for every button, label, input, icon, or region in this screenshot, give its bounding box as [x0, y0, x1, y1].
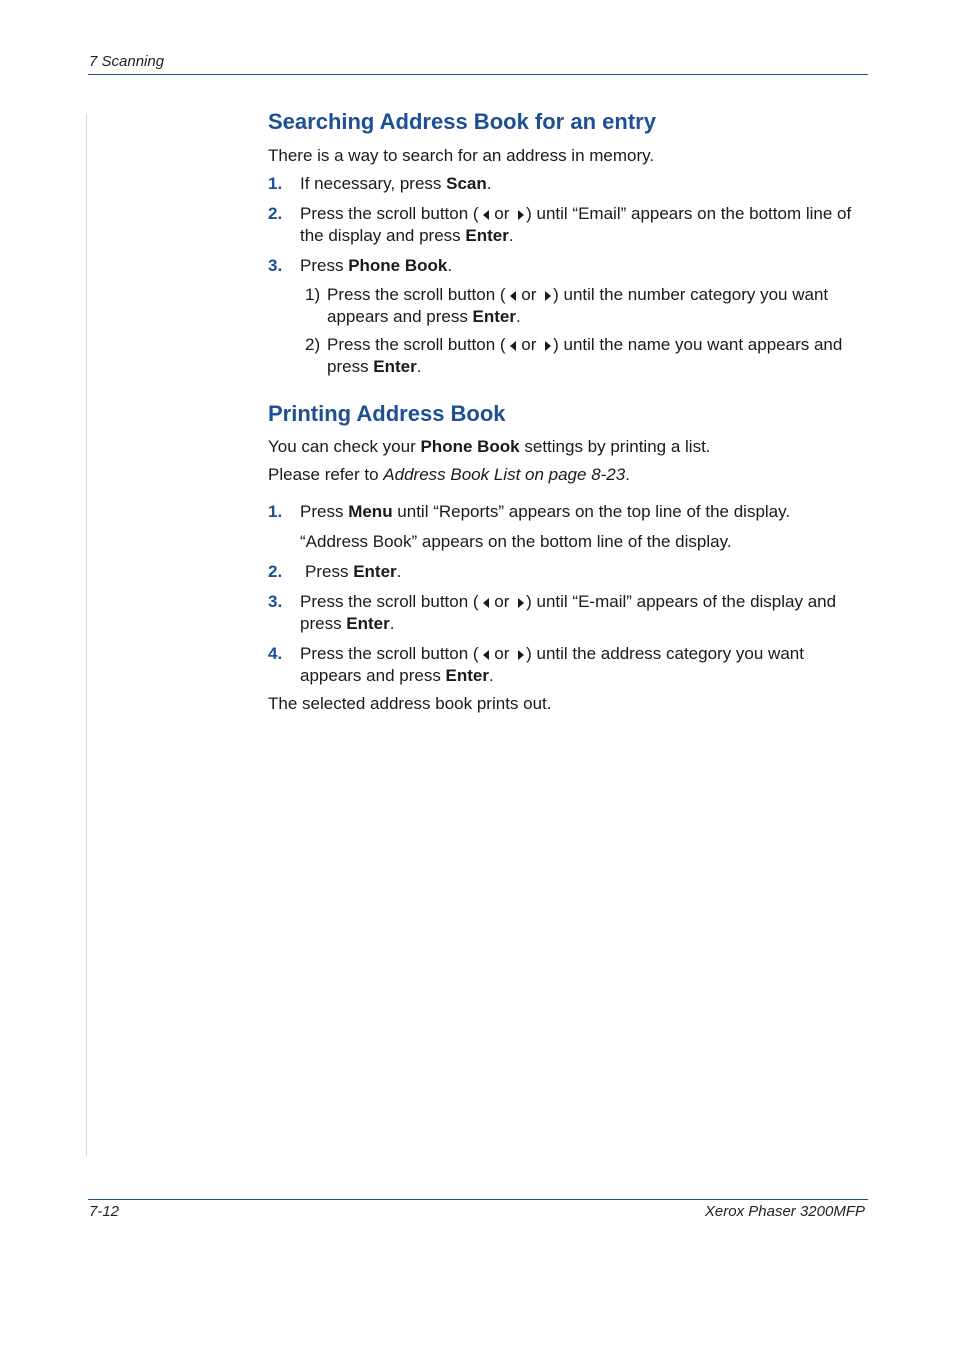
running-header: 7 Scanning: [89, 53, 165, 70]
step-number: 1.: [268, 502, 283, 521]
substep-number: 1): [305, 285, 321, 304]
margin-line: [86, 113, 87, 1156]
scroll-left-icon: [483, 598, 489, 608]
search-step-3: Press Phone Book.: [300, 256, 453, 275]
scroll-right-icon: [545, 291, 551, 301]
search-intro: There is a way to search for an address in memory.: [268, 146, 655, 165]
product-name: Xerox Phaser 3200MFP: [704, 1203, 865, 1220]
scroll-left-icon: [483, 210, 489, 220]
step-number: 3.: [268, 256, 283, 275]
step-number: 2.: [268, 204, 283, 223]
section-title-search: Searching Address Book for an entry: [268, 109, 656, 134]
scroll-right-icon: [545, 341, 551, 351]
scroll-left-icon: [483, 650, 489, 660]
step-number: 4.: [268, 644, 283, 663]
step-number: 2.: [268, 562, 283, 581]
scroll-left-icon: [510, 291, 516, 301]
search-step-2: Press the scroll button ( or ) until “Email” appears on the bottom line of the display and press Enter.: [300, 204, 852, 245]
scroll-right-icon: [518, 650, 524, 660]
print-intro-1: You can check your Phone Book settings by printing a list.: [268, 437, 711, 456]
print-intro-2: Please refer to Address Book List on page 8-23.: [268, 465, 630, 484]
header-rule: [88, 74, 868, 75]
search-substep-1: Press the scroll button ( or ) until the number category you want appears and press Enter.: [327, 285, 829, 326]
print-step-2: Press Enter.: [305, 562, 402, 581]
print-step-3: Press the scroll button ( or ) until “E-mail” appears of the display and press Enter.: [300, 592, 837, 633]
print-step-4: Press the scroll button ( or ) until the address category you want appears and press Enter.: [300, 644, 804, 685]
print-step-1-note: “Address Book” appears on the bottom line of the display.: [300, 532, 732, 551]
section-title-print: Printing Address Book: [268, 401, 506, 426]
page-number: 7-12: [89, 1203, 120, 1220]
print-step-1: Press Menu until “Reports” appears on the top line of the display.: [300, 502, 791, 521]
footer-rule: [88, 1199, 868, 1200]
scroll-left-icon: [510, 341, 516, 351]
scroll-right-icon: [518, 598, 524, 608]
substep-number: 2): [305, 335, 321, 354]
scroll-right-icon: [518, 210, 524, 220]
step-number: 3.: [268, 592, 283, 611]
search-substep-2: Press the scroll button ( or ) until the name you want appears and press Enter.: [327, 335, 843, 376]
step-number: 1.: [268, 174, 283, 193]
search-step-1: If necessary, press Scan.: [300, 174, 492, 193]
print-outro: The selected address book prints out.: [268, 694, 552, 713]
cross-reference: Address Book List on page 8-23: [383, 465, 626, 484]
